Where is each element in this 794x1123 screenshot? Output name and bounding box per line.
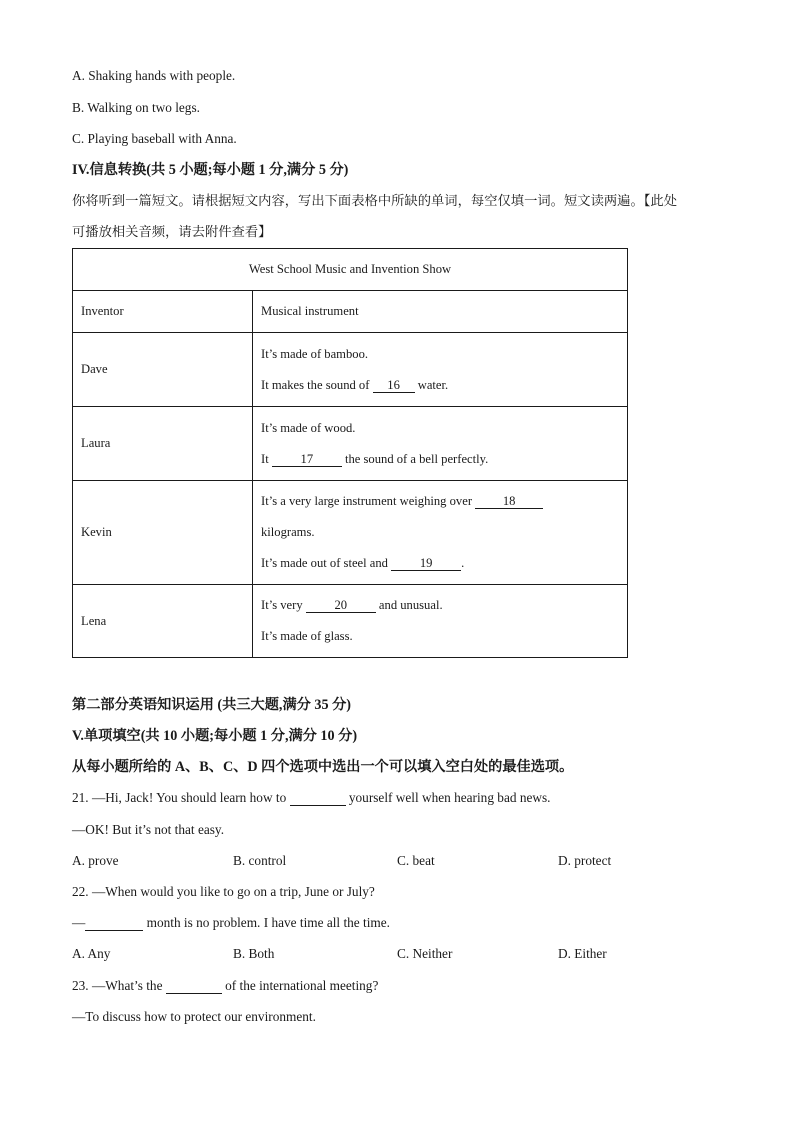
text-fragment: It: [261, 451, 272, 466]
part2-heading: 第二部分英语知识运用 (共三大题,满分 35 分): [72, 697, 352, 713]
text-fragment: —: [72, 915, 86, 930]
instrument-line: It’s made of wood.: [261, 420, 356, 435]
text-fragment: water.: [414, 377, 449, 392]
instrument-cell: [253, 333, 628, 407]
section4-instruction-line2: 可播放相关音频，请去附件查看】: [72, 224, 272, 239]
blank-21: [290, 791, 346, 806]
section5-instruction: 从每小题所给的 A、B、C、D 四个选项中选出一个可以填入空白处的最佳选项。: [72, 759, 574, 775]
instrument-line: [261, 444, 619, 475]
option-d: D. protect: [558, 853, 612, 868]
instrument-line: [261, 370, 619, 401]
instrument-cell: [253, 407, 628, 481]
blank-17: 17: [272, 452, 342, 467]
table-row: [73, 585, 628, 658]
option-b: B. control: [233, 853, 287, 868]
text-fragment: It’s made out of steel and: [261, 556, 392, 570]
instrument-cell: [253, 585, 628, 658]
question-23: [72, 978, 378, 994]
instrument-line: [261, 486, 619, 517]
blank-20: 20: [306, 598, 376, 613]
option-a: A. Any: [72, 946, 111, 961]
table-header-row: [73, 291, 628, 333]
text-fragment: It makes the sound of: [261, 377, 373, 392]
text-fragment: 21. —Hi, Jack! You should learn how to: [72, 790, 290, 805]
text-fragment: 23. —What’s the: [72, 978, 166, 993]
instrument-line: [261, 548, 619, 579]
option-a: A. prove: [72, 853, 119, 868]
option-c: C. Neither: [397, 946, 453, 961]
header-inventor: Inventor: [73, 291, 253, 333]
option-c: C. Playing baseball with Anna.: [72, 131, 237, 146]
instrument-line: [261, 590, 619, 621]
text-fragment: yourself well when hearing bad news.: [345, 790, 551, 805]
option-c: C. beat: [397, 853, 435, 868]
question-22-reply: [72, 915, 390, 931]
inventor-cell: Laura: [73, 407, 253, 481]
text-fragment: .: [461, 556, 465, 570]
section5-heading: V.单项填空(共 10 小题;每小题 1 分,满分 10 分): [72, 728, 358, 744]
text-fragment: month is no problem. I have time all the time.: [143, 915, 390, 930]
blank-19: 19: [391, 556, 461, 571]
text-fragment: It’s very: [261, 598, 306, 612]
inventor-cell: Lena: [73, 585, 253, 658]
question-21-reply: —OK! But it’s not that easy.: [72, 822, 225, 837]
inventor-cell: Dave: [73, 333, 253, 407]
option-b: B. Both: [233, 946, 275, 961]
blank-16: 16: [373, 378, 415, 393]
blank-18: 18: [475, 494, 543, 509]
table-row: [73, 407, 628, 481]
header-instrument: Musical instrument: [253, 291, 628, 333]
question-21: [72, 790, 550, 806]
table-title-row: [73, 249, 628, 291]
text-fragment: the sound of a bell perfectly.: [341, 451, 489, 466]
option-a: A. Shaking hands with people.: [72, 68, 236, 83]
table-row: [73, 333, 628, 407]
text-fragment: and unusual.: [375, 598, 443, 612]
option-d: D. Either: [558, 946, 607, 961]
text-fragment: It’s a very large instrument weighing over: [261, 494, 476, 508]
instrument-line: It’s made of glass.: [261, 629, 353, 643]
question-23-reply: —To discuss how to protect our environment.: [72, 1009, 316, 1024]
table-title: West School Music and Invention Show: [73, 249, 628, 291]
inventor-cell: Kevin: [73, 481, 253, 585]
instrument-line: It’s made of bamboo.: [261, 346, 369, 361]
instrument-line: kilograms.: [261, 525, 315, 539]
invention-table: [72, 248, 628, 658]
option-b: B. Walking on two legs.: [72, 100, 200, 115]
section4-heading: IV.信息转换(共 5 小题;每小题 1 分,满分 5 分): [72, 162, 349, 178]
question-22: 22. —When would you like to go on a trip, June or July?: [72, 884, 375, 899]
blank-23: [166, 979, 222, 994]
instrument-cell: [253, 481, 628, 585]
table-row: [73, 481, 628, 585]
text-fragment: of the international meeting?: [221, 978, 379, 993]
section4-instruction-line1: 你将听到一篇短文。请根据短文内容，写出下面表格中所缺的单词，每空仅填一词。短文读两遍。【此处: [72, 193, 678, 208]
blank-22: [85, 916, 143, 931]
